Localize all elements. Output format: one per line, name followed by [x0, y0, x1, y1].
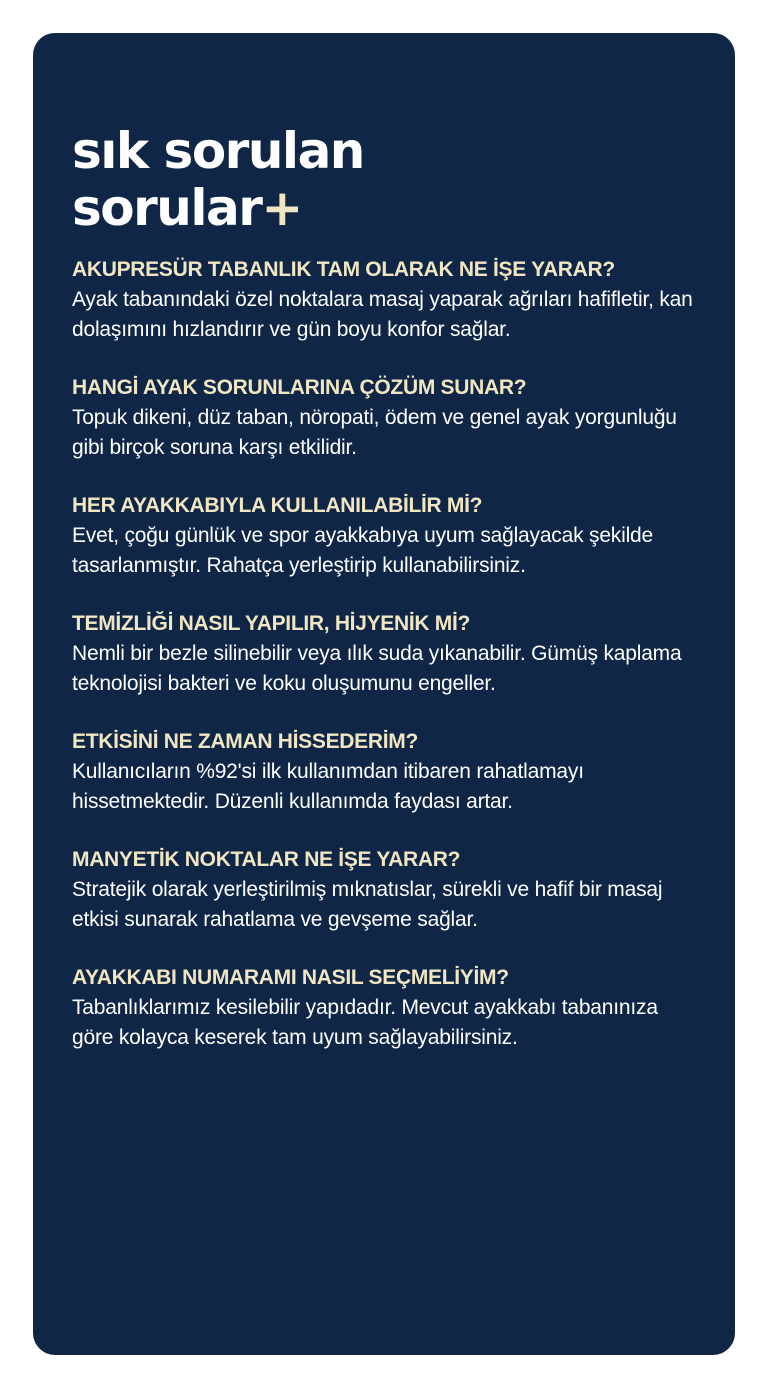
title-line-2	[72, 180, 695, 237]
page-title	[72, 123, 695, 237]
title-line-1: sık sorulan	[72, 122, 364, 180]
faq-question: HANGİ AYAK SORUNLARINA ÇÖZÜM SUNAR?	[72, 376, 527, 399]
faq-question: TEMİZLİĞİ NASIL YAPILIR, HİJYENİK Mİ?	[72, 612, 471, 635]
faq-item-7	[72, 963, 695, 1053]
faq-question: AYAKKABI NUMARAMI NASIL SEÇMELİYİM?	[72, 966, 509, 989]
faq-item-4	[72, 609, 695, 699]
faq-item-2	[72, 373, 695, 463]
faq-question: ETKİSİNİ NE ZAMAN HİSSEDERİM?	[72, 730, 418, 753]
faq-item-5	[72, 727, 695, 817]
faq-answer: Evet, çoğu günlük ve spor ayakkabıya uyum sağlayacak şekilde tasarlanmıştır. Rahatça yerleştirip kullanabilirsiniz.	[72, 524, 653, 577]
faq-question: HER AYAKKABIYLA KULLANILABİLİR Mİ?	[72, 494, 483, 517]
plus-icon: +	[261, 179, 302, 237]
faq-item-3	[72, 491, 695, 581]
faq-answer: Nemli bir bezle silinebilir veya ılık suda yıkanabilir. Gümüş kaplama teknolojisi bakteri ve koku oluşumunu engeller.	[72, 642, 682, 695]
faq-card	[33, 33, 735, 1355]
faq-answer: Topuk dikeni, düz taban, nöropati, ödem ve genel ayak yorgunluğu gibi birçok soruna karşı etkilidir.	[72, 406, 677, 459]
faq-answer: Kullanıcıların %92'si ilk kullanımdan itibaren rahatlamayı hissetmektedir. Düzenli kullanımda faydası artar.	[72, 760, 584, 813]
title-line-2-text: sorular	[72, 179, 262, 237]
faq-item-6	[72, 845, 695, 935]
faq-answer: Ayak tabanındaki özel noktalara masaj yaparak ağrıları hafifletir, kan dolaşımını hızlandırır ve gün boyu konfor sağlar.	[72, 288, 693, 341]
faq-question: MANYETİK NOKTALAR NE İŞE YARAR?	[72, 848, 461, 871]
faq-item-1	[72, 255, 695, 345]
faq-answer: Tabanlıklarımız kesilebilir yapıdadır. Mevcut ayakkabı tabanınıza göre kolayca keserek tam uyum sağlayabilirsiniz.	[72, 996, 658, 1049]
faq-question: AKUPRESÜR TABANLIK TAM OLARAK NE İŞE YARAR?	[72, 258, 615, 281]
faq-answer: Stratejik olarak yerleştirilmiş mıknatıslar, sürekli ve hafif bir masaj etkisi sunarak rahatlama ve gevşeme sağlar.	[72, 878, 663, 931]
